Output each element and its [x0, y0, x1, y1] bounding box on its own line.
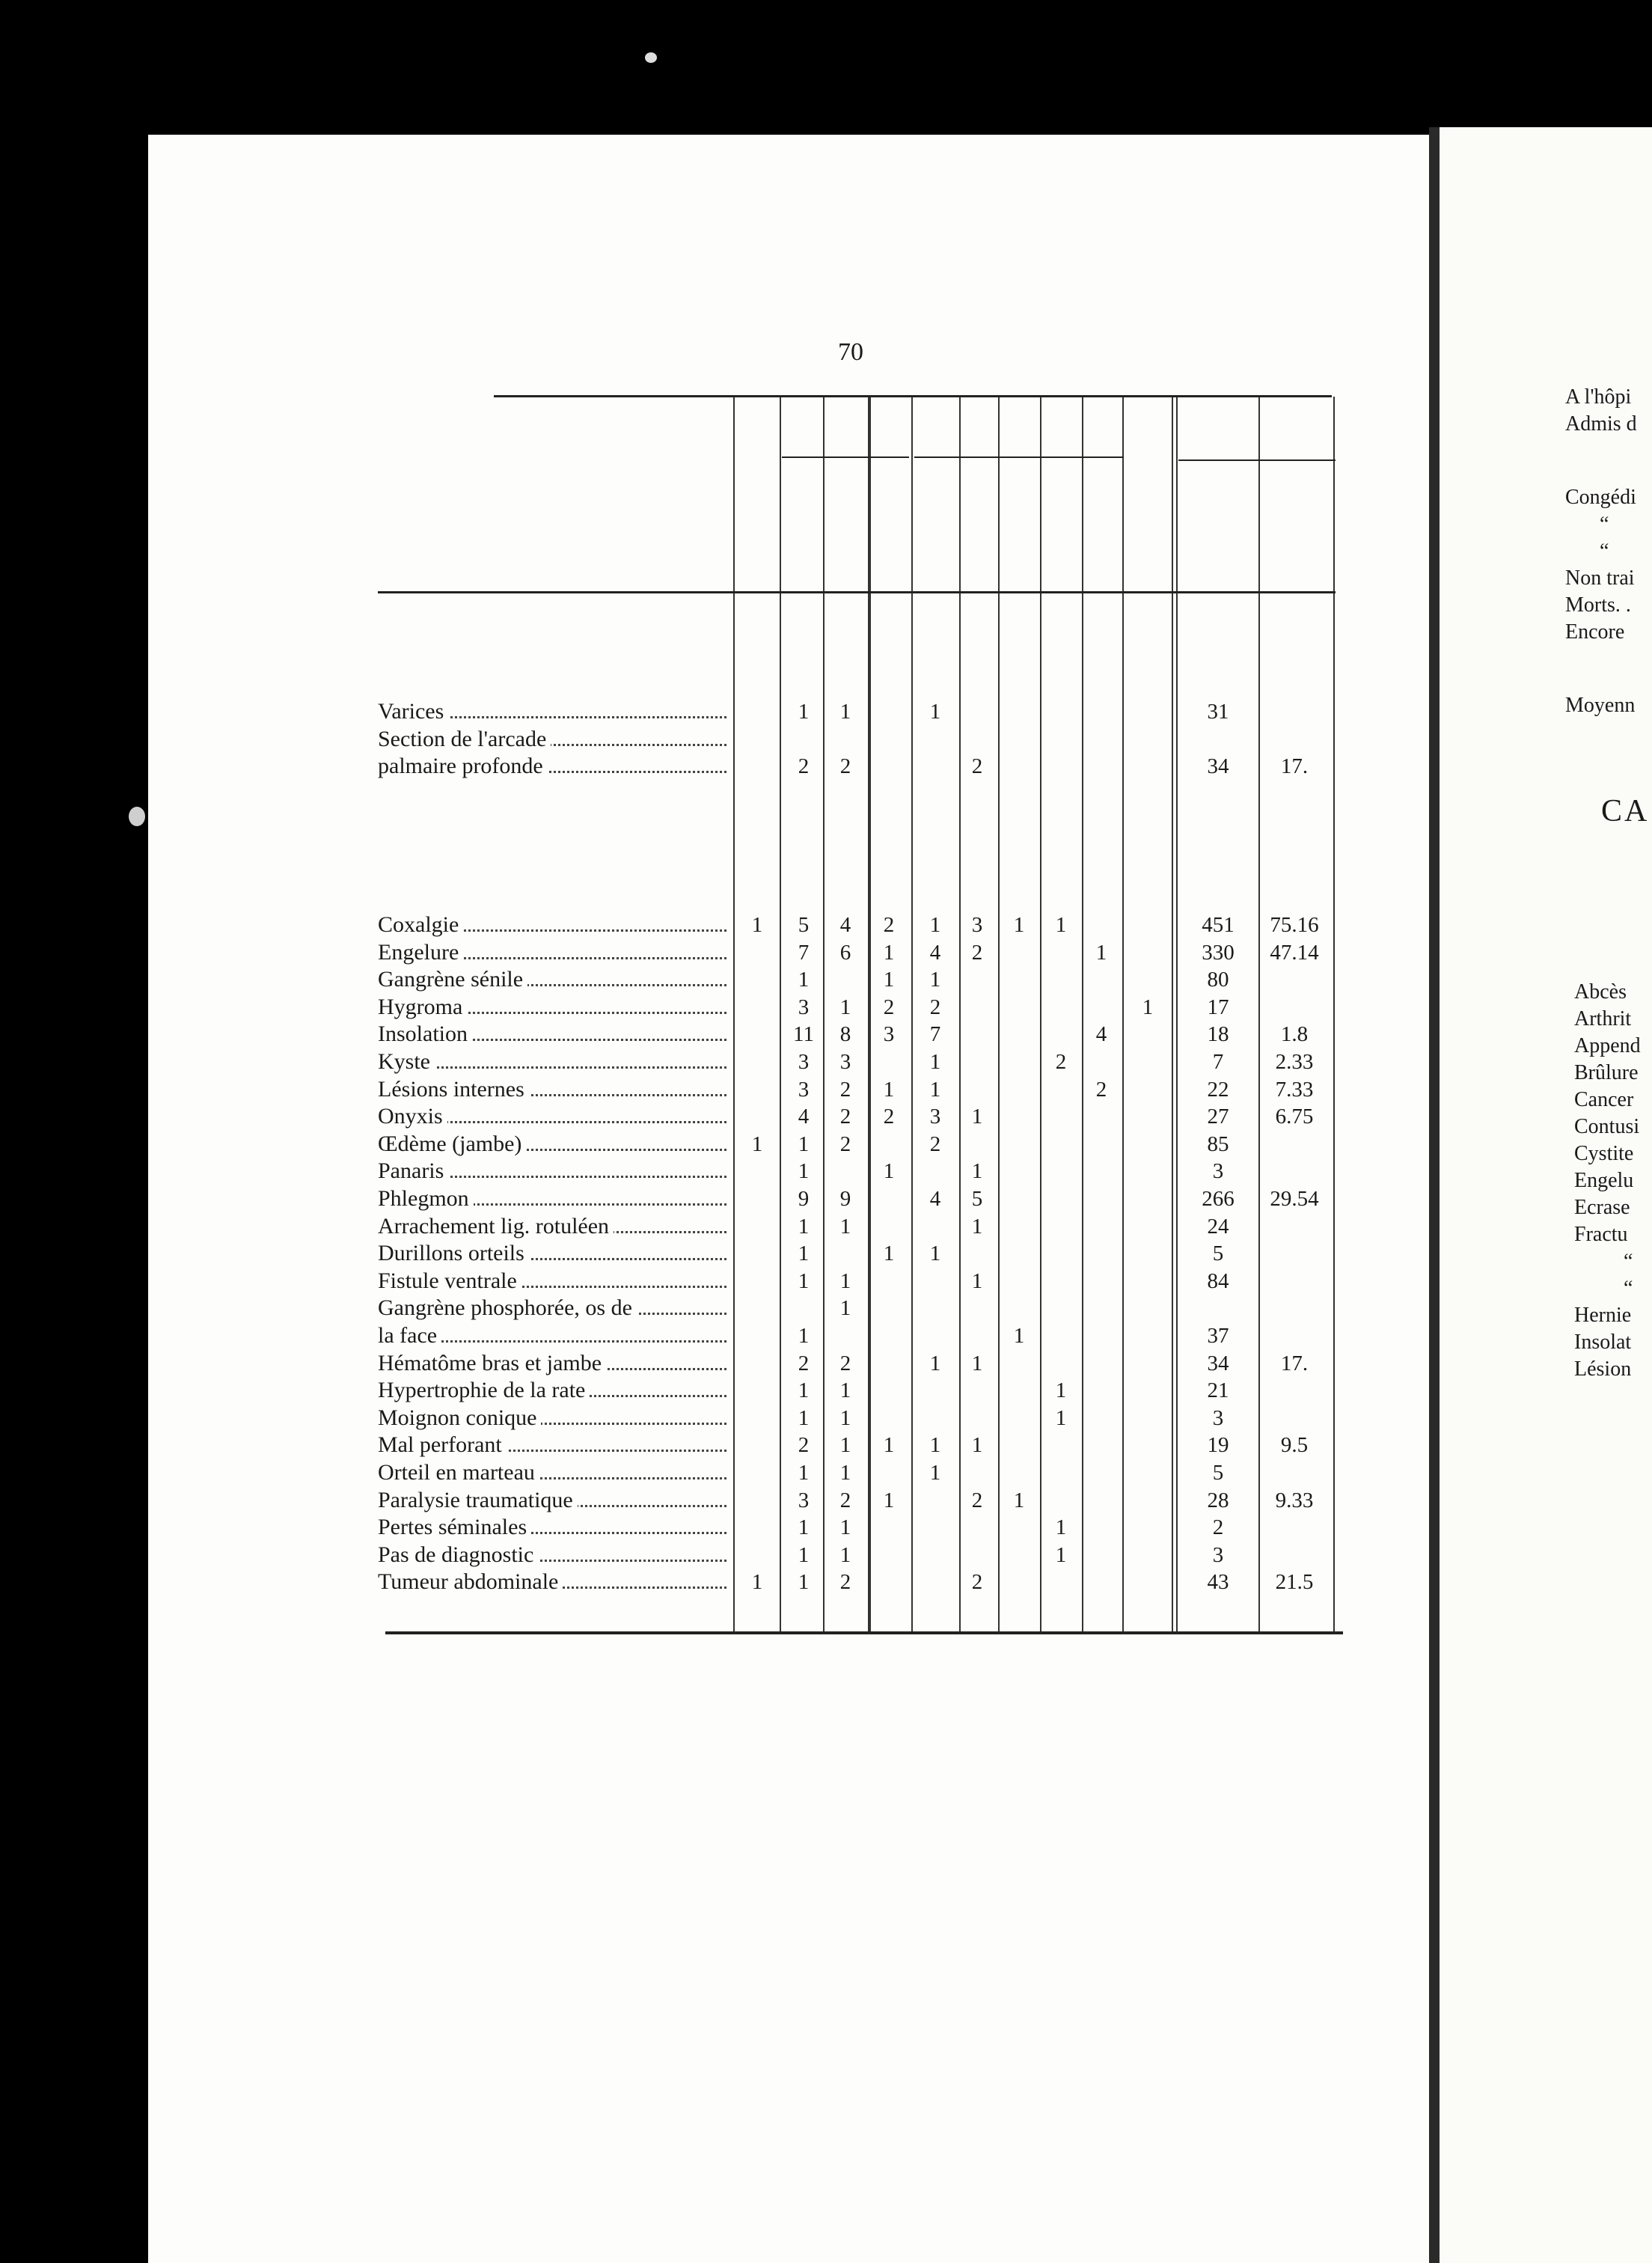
table-cell: 1: [798, 1214, 810, 1239]
table-cell: 17.: [1280, 754, 1309, 779]
table-cell: 1: [798, 700, 810, 724]
table-cell: 451: [1202, 913, 1235, 937]
table-cell: 9: [839, 1187, 851, 1211]
table-cell: 17: [1207, 995, 1229, 1019]
table-cell: 3: [1212, 1405, 1224, 1430]
table-cell: 84: [1207, 1268, 1229, 1293]
table-cell: 27: [1207, 1105, 1229, 1129]
table-cell: 1: [1055, 1542, 1067, 1567]
right-page-line: “: [1624, 1277, 1633, 1300]
column-divider: [823, 397, 825, 1631]
table-cell: 7: [929, 1022, 941, 1047]
row-label: [378, 1542, 729, 1569]
table-cell: 1: [839, 700, 851, 724]
table-cell: 1: [839, 1542, 851, 1567]
table-cell: 2: [839, 1351, 851, 1375]
table-cell: 1: [929, 700, 941, 724]
table-cell: 9.5: [1280, 1433, 1309, 1458]
table-cell: 2: [798, 1351, 810, 1375]
row-label-text: Fistule ventrale: [378, 1268, 521, 1293]
table-cell: 2: [929, 1132, 941, 1156]
table-cell: 47.14: [1270, 940, 1319, 965]
table-cell: 5: [798, 913, 810, 937]
table-cell: 24: [1207, 1214, 1229, 1239]
row-label: [378, 698, 729, 725]
table-cell: 266: [1202, 1187, 1235, 1211]
right-page-line: A l'hôpi: [1565, 385, 1632, 409]
table-cell: 34: [1207, 754, 1229, 779]
right-page-line: Morts. .: [1565, 593, 1631, 617]
table-cell: 5: [971, 1187, 983, 1211]
table-cell: 1: [751, 913, 763, 937]
row-label: [378, 1322, 729, 1349]
row-label-text: Gangrène sénile: [378, 967, 527, 992]
table-cell: 2: [971, 940, 983, 965]
table-cell: 1: [1055, 1515, 1067, 1540]
table-cell: 1: [798, 1242, 810, 1266]
table-cell: 3: [929, 1105, 941, 1129]
table-cell: 2: [971, 1570, 983, 1595]
table-cell: 2: [839, 1488, 851, 1512]
row-label-text: Durillons orteils: [378, 1241, 529, 1265]
table-top-rule: [494, 395, 1332, 397]
row-label-text: Engelure: [378, 940, 463, 965]
table-cell: 1: [798, 1515, 810, 1540]
table-cell: 1: [971, 1214, 983, 1239]
dust-speck: [645, 52, 657, 63]
table-cell: 6.75: [1275, 1105, 1314, 1129]
table-cell: 1: [798, 1132, 810, 1156]
row-label-text: Section de l'arcade: [378, 727, 551, 751]
column-divider: [1333, 397, 1335, 1631]
column-divider: [780, 397, 781, 1631]
table-cell: 1: [798, 968, 810, 992]
right-page-line: Ecrase: [1574, 1196, 1630, 1219]
table-cell: 1: [929, 1351, 941, 1375]
table-cell: 1: [798, 1542, 810, 1567]
right-page-line: Abcès: [1574, 980, 1627, 1004]
table-cell: 1.8: [1280, 1022, 1309, 1047]
table-cell: 75.16: [1270, 913, 1319, 937]
table-cell: 1: [929, 1050, 941, 1074]
conges-rule: [914, 456, 1124, 458]
table-cell: 2: [883, 995, 895, 1019]
table-cell: 1: [1095, 940, 1107, 965]
right-page-line: Hernie: [1574, 1304, 1632, 1327]
table-cell: 1: [1055, 1378, 1067, 1403]
right-page-line: Lésion: [1574, 1358, 1632, 1381]
table-cell: 3: [798, 1488, 810, 1512]
table-cell: 4: [929, 1187, 941, 1211]
row-label: [378, 1131, 729, 1158]
row-label: [378, 1268, 729, 1295]
row-label: [378, 1240, 729, 1267]
table-cell: 19: [1207, 1433, 1229, 1458]
table-cell: 80: [1207, 968, 1229, 992]
row-label-text: Kyste: [378, 1049, 435, 1074]
row-label: [378, 1405, 729, 1432]
row-label-text: la face: [378, 1323, 441, 1348]
table-cell: 2.33: [1275, 1050, 1314, 1074]
row-label: [378, 1487, 729, 1514]
row-label-text: Onyxis: [378, 1104, 447, 1129]
row-label-text: Insolation: [378, 1021, 472, 1046]
row-label-text: Gangrène phosphorée, os de: [378, 1295, 637, 1320]
table-cell: 17.: [1280, 1351, 1309, 1375]
row-label-text: Orteil en marteau: [378, 1460, 539, 1485]
table-cell: 1: [883, 1488, 895, 1512]
table-cell: 2: [1095, 1077, 1107, 1102]
row-label-text: Mal perforant: [378, 1432, 507, 1457]
table-cell: 2: [839, 1570, 851, 1595]
row-label: [378, 1459, 729, 1486]
table-cell: 1: [798, 1268, 810, 1293]
column-divider: [1258, 397, 1260, 1631]
row-label-text: Phlegmon: [378, 1186, 474, 1211]
table-cell: 3: [883, 1022, 895, 1047]
table-cell: 2: [883, 1105, 895, 1129]
table-cell: 3: [798, 995, 810, 1019]
table-cell: 1: [839, 1296, 851, 1321]
right-page-line: “: [1600, 513, 1609, 536]
table-cell: 1: [751, 1570, 763, 1595]
row-label-text: Hématôme bras et jambe: [378, 1351, 606, 1375]
table-cell: 1: [1013, 913, 1025, 937]
table-cell: 8: [839, 1022, 851, 1047]
row-label: [378, 1432, 729, 1459]
row-label: [378, 1048, 729, 1075]
table-cell: 4: [929, 940, 941, 965]
table-cell: 2: [839, 754, 851, 779]
table-cell: 1: [1055, 1405, 1067, 1430]
table-cell: 1: [839, 1515, 851, 1540]
table-cell: 2: [1212, 1515, 1224, 1540]
table-cell: 1: [883, 968, 895, 992]
row-label-text: Coxalgie: [378, 912, 463, 937]
row-label-text: Paralysie traumatique: [378, 1488, 578, 1512]
right-page-line: “: [1624, 1250, 1633, 1273]
table-bottom-rule: [385, 1631, 1343, 1634]
row-label-text: palmaire profonde: [378, 754, 548, 778]
table-cell: 7: [798, 940, 810, 965]
table-cell: 4: [839, 913, 851, 937]
table-cell: 7.33: [1275, 1077, 1314, 1102]
table-cell: 1: [751, 1132, 763, 1156]
table-cell: 29.54: [1270, 1187, 1319, 1211]
table-cell: 1: [839, 1378, 851, 1403]
table-cell: 2: [1055, 1050, 1067, 1074]
table-cell: 2: [971, 754, 983, 779]
right-page-line: Insolat: [1574, 1331, 1632, 1354]
row-label-text: Hypertrophie de la rate: [378, 1378, 590, 1402]
table-cell: 1: [839, 1214, 851, 1239]
column-divider: [1122, 397, 1124, 1631]
table-cell: 1: [929, 1077, 941, 1102]
table-cell: 1: [798, 1378, 810, 1403]
table-cell: 1: [798, 1570, 810, 1595]
right-page-line: Congédi: [1565, 486, 1636, 509]
table-cell: 2: [839, 1077, 851, 1102]
table-cell: 1: [798, 1159, 810, 1184]
row-label: [378, 1350, 729, 1377]
table-cell: 21.5: [1275, 1570, 1314, 1595]
table-cell: 6: [839, 940, 851, 965]
right-page-line: Contusi: [1574, 1115, 1640, 1138]
right-page-line: Brûlure: [1574, 1061, 1639, 1084]
right-page-line: Fractu: [1574, 1223, 1628, 1246]
column-divider: [1082, 397, 1083, 1631]
table-cell: 4: [798, 1105, 810, 1129]
table-cell: 1: [1142, 995, 1154, 1019]
table-cell: 1: [798, 1405, 810, 1430]
table-cell: 1: [971, 1433, 983, 1458]
row-label: [378, 1295, 729, 1322]
table-cell: 34: [1207, 1351, 1229, 1375]
dust-speck: [129, 807, 145, 826]
table-cell: 2: [971, 1488, 983, 1512]
table-cell: 1: [971, 1268, 983, 1293]
column-divider: [733, 397, 735, 1631]
row-label-text: Hygroma: [378, 995, 467, 1019]
row-label-text: Panaris: [378, 1158, 448, 1183]
row-label: [378, 1514, 729, 1541]
column-divider: [1040, 397, 1041, 1631]
table-cell: 2: [839, 1132, 851, 1156]
table-cell: 1: [883, 1242, 895, 1266]
table-cell: 1: [929, 1242, 941, 1266]
row-label: [378, 966, 729, 993]
column-divider: [1172, 397, 1173, 1631]
right-page-line: Encore: [1565, 620, 1625, 644]
table-cell: 1: [1013, 1324, 1025, 1348]
table-cell: 85: [1207, 1132, 1229, 1156]
column-divider: [998, 397, 1000, 1631]
right-page-heading: CA: [1601, 794, 1650, 828]
column-divider: [911, 397, 913, 1631]
table-header-rule: [378, 591, 1336, 593]
right-page-line: Admis d: [1565, 412, 1637, 436]
page-number: 70: [838, 338, 863, 366]
row-label: [378, 1213, 729, 1240]
row-label: [378, 1076, 729, 1103]
right-page-line: Cancer: [1574, 1088, 1634, 1111]
row-label: [378, 1158, 729, 1185]
table-cell: 2: [883, 913, 895, 937]
table-cell: 11: [793, 1022, 814, 1047]
row-label: [378, 939, 729, 966]
row-label: [378, 726, 729, 753]
right-page-line: Non trai: [1565, 566, 1635, 590]
table-cell: 1: [971, 1159, 983, 1184]
table-cell: 1: [798, 1324, 810, 1348]
table-cell: 1: [971, 1105, 983, 1129]
table-cell: 9.33: [1275, 1488, 1314, 1512]
table-cell: 18: [1207, 1022, 1229, 1047]
row-label-text: Varices: [378, 699, 448, 724]
column-divider: [1176, 397, 1178, 1631]
table-cell: 1: [1055, 913, 1067, 937]
table-cell: 1: [929, 968, 941, 992]
table-cell: 1: [929, 1461, 941, 1485]
table-cell: 2: [839, 1105, 851, 1129]
table-cell: 5: [1212, 1242, 1224, 1266]
table-cell: 1: [839, 1405, 851, 1430]
right-page-line: Engelu: [1574, 1169, 1634, 1192]
table-cell: 3: [798, 1050, 810, 1074]
table-cell: 7: [1212, 1050, 1224, 1074]
table-cell: 37: [1207, 1324, 1229, 1348]
row-label: [378, 1021, 729, 1048]
row-label-text: Pas de diagnostic: [378, 1542, 538, 1567]
row-label-text: Œdème (jambe): [378, 1132, 526, 1156]
table-cell: 2: [798, 1433, 810, 1458]
row-label: [378, 911, 729, 938]
row-label: [378, 994, 729, 1021]
table-cell: 22: [1207, 1077, 1229, 1102]
right-page-line: Arthrit: [1574, 1007, 1632, 1030]
table-cell: 1: [839, 1433, 851, 1458]
table-cell: 1: [883, 1433, 895, 1458]
table-cell: 1: [839, 995, 851, 1019]
table-cell: 1: [883, 1159, 895, 1184]
table-cell: 2: [929, 995, 941, 1019]
right-page-line: “: [1600, 540, 1609, 563]
table-cell: 1: [971, 1351, 983, 1375]
table-cell: 1: [839, 1461, 851, 1485]
table-cell: 3: [1212, 1159, 1224, 1184]
table-cell: 3: [971, 913, 983, 937]
table-cell: 2: [798, 754, 810, 779]
table-cell: 330: [1202, 940, 1235, 965]
row-label-text: Arrachement lig. rotuléen: [378, 1214, 614, 1239]
table-cell: 1: [839, 1268, 851, 1293]
table-cell: 5: [1212, 1461, 1224, 1485]
table-cell: 4: [1095, 1022, 1107, 1047]
right-page-line: Cystite: [1574, 1142, 1634, 1165]
row-label: [378, 753, 729, 780]
right-page-line: Append: [1574, 1034, 1641, 1057]
table-cell: 9: [798, 1187, 810, 1211]
row-label: [378, 1103, 729, 1130]
row-label: [378, 1185, 729, 1212]
table-cell: 28: [1207, 1488, 1229, 1512]
table-cell: 3: [1212, 1542, 1224, 1567]
table-cell: 1: [883, 940, 895, 965]
table-cell: 1: [929, 913, 941, 937]
admis-rule: [782, 456, 909, 458]
table-cell: 43: [1207, 1570, 1229, 1595]
row-label-text: Tumeur abdominale: [378, 1569, 563, 1594]
row-label-text: Moignon conique: [378, 1405, 541, 1430]
table-cell: 31: [1207, 700, 1229, 724]
table-cell: 1: [1013, 1488, 1025, 1512]
table-cell: 3: [798, 1077, 810, 1102]
row-label-text: Pertes séminales: [378, 1515, 531, 1539]
jours-rule: [1178, 459, 1336, 461]
table-cell: 1: [798, 1461, 810, 1485]
row-label: [378, 1569, 729, 1595]
right-page-line: Moyenn: [1565, 694, 1636, 717]
table-cell: 3: [839, 1050, 851, 1074]
table-cell: 1: [929, 1433, 941, 1458]
table-cell: 1: [883, 1077, 895, 1102]
table-cell: 21: [1207, 1378, 1229, 1403]
row-label-text: Lésions internes: [378, 1077, 529, 1102]
row-label: [378, 1377, 729, 1404]
